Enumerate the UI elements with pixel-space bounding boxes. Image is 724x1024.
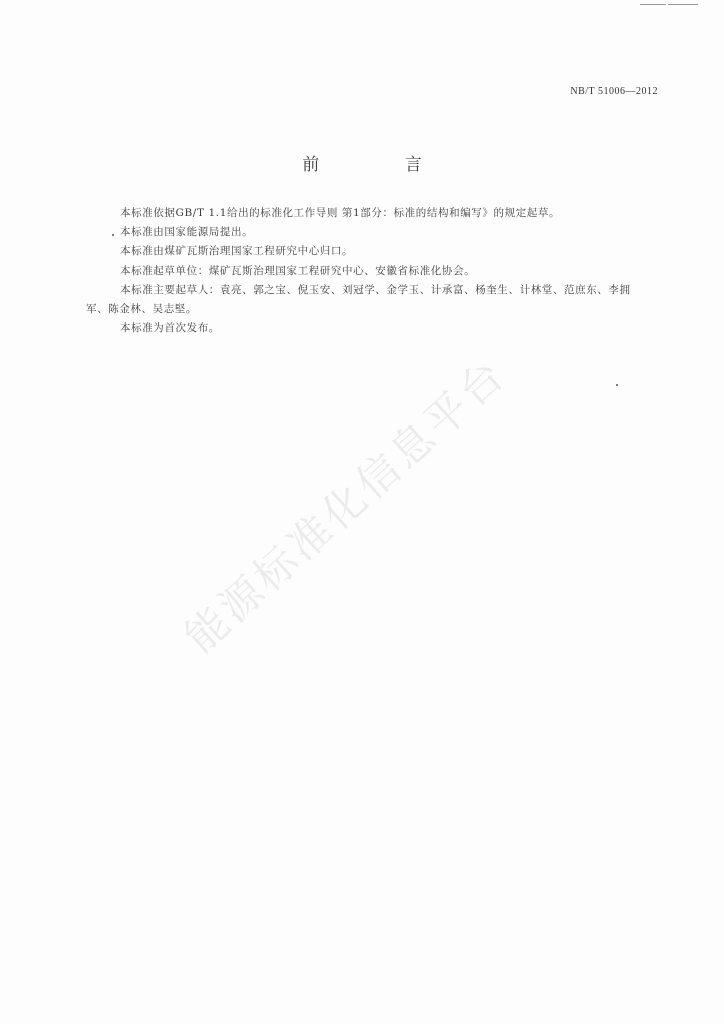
drafters-line-1: 本标准主要起草人：袁亮、郭之宝、倪玉安、刘冠学、金学玉、计承富、杨奎生、计林堂、范庶东、李拥 — [120, 283, 631, 296]
top-rule — [640, 4, 666, 5]
scan-speck — [616, 384, 618, 386]
foreword-body — [86, 204, 659, 338]
scan-speck — [112, 234, 114, 236]
paragraph-basis: 本标准依据GB/T 1.1给出的标准化工作导则 第1部分：标准的结构和编写》的规定起草。 — [120, 207, 561, 219]
drafters-line-2: 军、陈金林、吴志堅。 — [86, 303, 197, 316]
paragraph-centralized: 本标准由煤矿瓦斯治理国家工程研究中心归口。 — [120, 245, 354, 258]
document-number: NB/T 51006—2012 — [570, 86, 658, 97]
top-rule — [668, 4, 698, 5]
page-title: 前 言 — [302, 155, 462, 175]
paragraph-proposer: 本标准由国家能源局提出。 — [120, 226, 254, 239]
paragraph-drafting-unit: 本标准起草单位：煤矿瓦斯治理国家工程研究中心、安徽省标准化协会。 — [120, 264, 476, 277]
paragraph-first-release: 本标准为首次发布。 — [120, 322, 220, 335]
watermark: 能源标准化信息平台 — [175, 348, 516, 663]
paragraph-drafters — [86, 281, 659, 319]
